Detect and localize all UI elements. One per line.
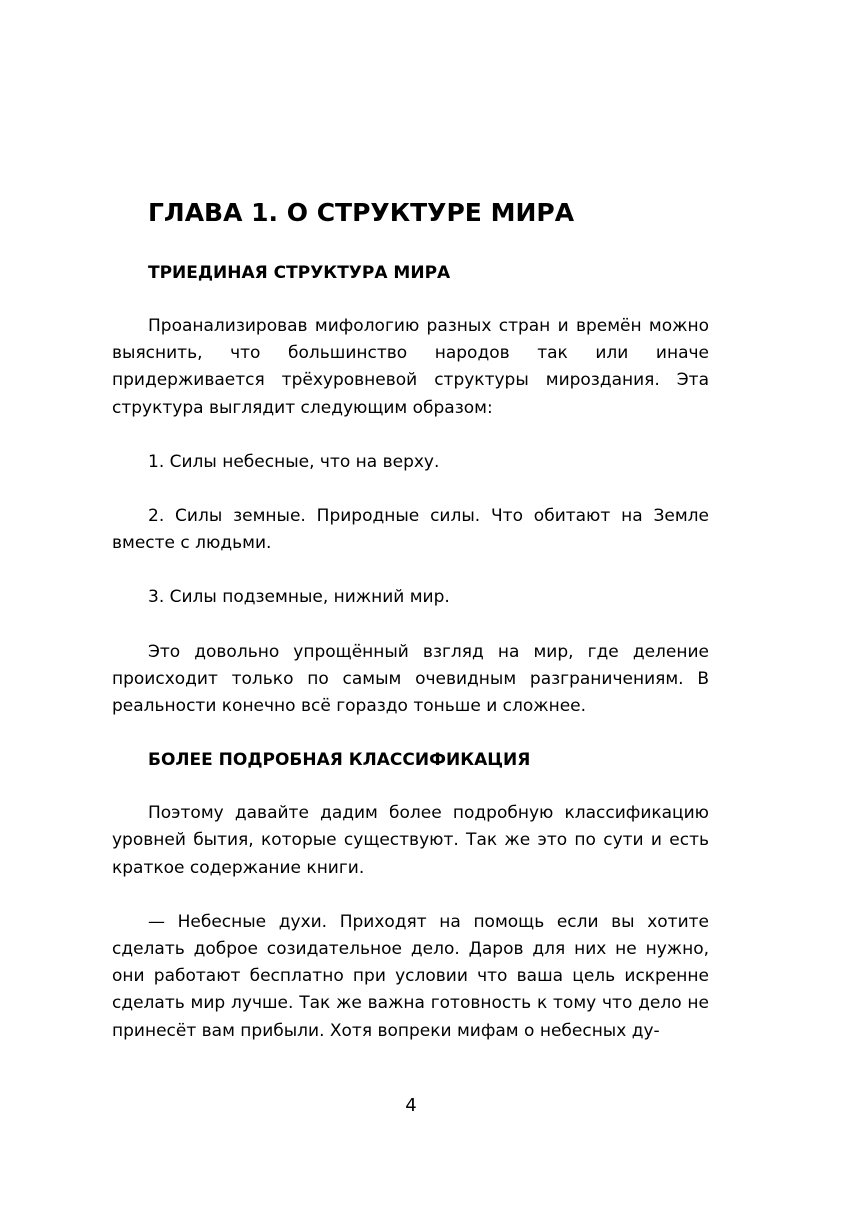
paragraph: Это довольно упрощённый взгляд на мир, где деление происходит только по самым очевидным разграничениям. В реальности конечно всё гораздо тоньше и сложнее.: [112, 641, 709, 717]
paragraph: Проанализировав мифологию разных стран и времён можно выяснить, что большинство народов так или иначе придерживается трёхуровневой структуры мироздания. Эта структура выглядит следующим образом:: [112, 316, 709, 418]
chapter-title: ГЛАВА 1. О СТРУКТУРЕ МИРА: [148, 198, 575, 227]
list-item: 2. Силы земные. Природные силы. Что обитают на Земле вместе с людьми.: [112, 506, 709, 554]
paragraph: — Небесные духи. Приходят на помощь если вы хотите сделать доброе созидательное дело. Даров для них не нужно, они работают бесплатно при условии что ваша цель искренне сделать мир лучше. Так же важна готовность к тому что дело не принесёт вам прибыли. Хотя вопреки мифам о небесных ду-: [112, 911, 709, 1041]
page-content: [112, 190, 709, 1072]
list-item: 1. Силы небесные, что на верху.: [148, 451, 440, 472]
section-title: ТРИЕДИНАЯ СТРУКТУРА МИРА: [148, 263, 451, 283]
section-title: БОЛЕЕ ПОДРОБНАЯ КЛАССИФИКАЦИЯ: [148, 750, 531, 771]
list-item: 3. Силы подземные, нижний мир.: [148, 587, 450, 608]
page-number: 4: [405, 1095, 417, 1116]
paragraph: Поэтому давайте дадим более подробную классификацию уровней бытия, которые существуют. Так же это по сути и есть краткое содержание книги.: [112, 803, 709, 878]
